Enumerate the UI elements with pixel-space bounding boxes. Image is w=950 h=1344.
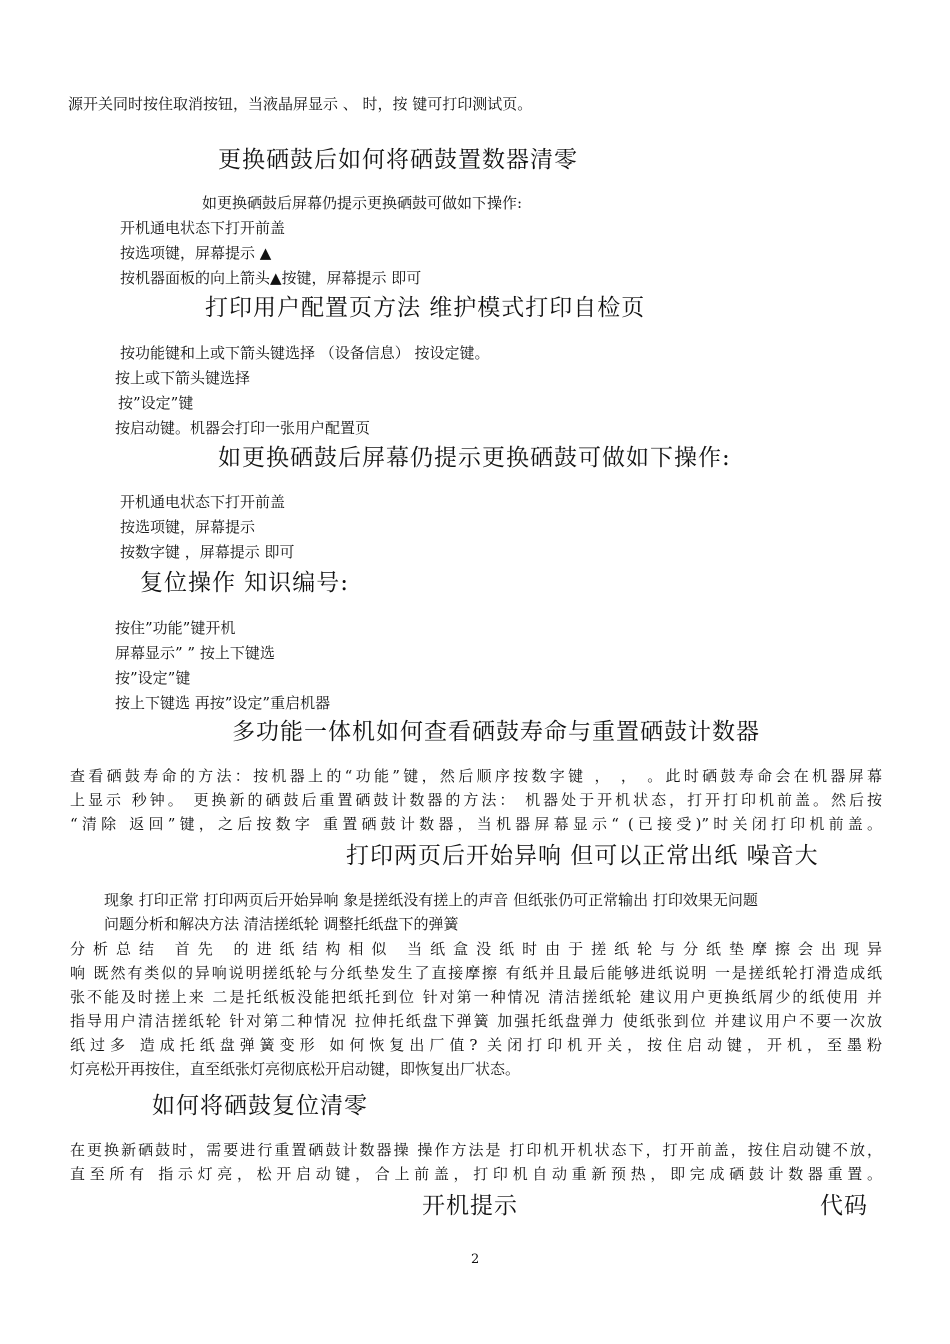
section5-line-2: 上显示 秒钟。 更换新的硒鼓后重置硒鼓计数器的方法： 机器处于开机状态，打开打印机前盖。然后按 [70, 791, 882, 809]
section5-paragraph [70, 764, 882, 836]
section1-step-3: 按机器面板的向上箭头▲按键，屏幕提示 即可 [120, 269, 422, 287]
heading-code: 代码 [820, 1193, 868, 1219]
section6-line-5: 纸过多 造成托纸盘弹簧变形 如何恢复出厂值? 关闭打印机开关，按住启动键，开机，至墨粉 [70, 1036, 882, 1054]
section2-step-3: 按”设定”键 [118, 394, 194, 412]
section1-step-2: 按选项键，屏幕提示 ▲ [120, 244, 272, 262]
section2-step-1: 按功能键和上或下箭头键选择 （设备信息） 按设定键。 [120, 344, 490, 362]
section2-step-2: 按上或下箭头键选择 [115, 369, 251, 387]
section1-intro: 如更换硒鼓后屏幕仍提示更换硒鼓可做如下操作: [202, 194, 523, 212]
section3-step-1: 开机通电状态下打开前盖 [120, 493, 286, 511]
heading-drum-reset-zero: 如何将硒鼓复位清零 [152, 1093, 368, 1119]
page-number: 2 [471, 1252, 480, 1267]
section6-solution: 问题分析和解决方法 清洁搓纸轮 调整托纸盘下的弹簧 [104, 915, 459, 933]
section6-symptom: 现象 打印正常 打印两页后开始异响 象是搓纸没有搓上的声音 但纸张仍可正常输出 打印效果无问题 [104, 891, 758, 909]
top-line: 源开关同时按住取消按钮，当液晶屏显示 、 时，按 键可打印测试页。 [68, 95, 533, 113]
section7-line-2: 直至所有 指示灯亮，松开启动键，合上前盖，打印机自动重新预热，即完成硒鼓计数器重置。 [70, 1165, 882, 1183]
heading-startup-prompt: 开机提示 [422, 1193, 518, 1219]
section3-step-2: 按选项键，屏幕提示 [120, 518, 256, 536]
section4-step-1: 按住”功能”键开机 [115, 619, 236, 637]
heading-reset-drum-counter: 更换硒鼓后如何将硒鼓置数器清零 [218, 147, 578, 173]
section6-line-4: 指导用户清洁搓纸轮 针对第二种情况 拉伸托纸盘下弹簧 加强托纸盘弹力 使纸张到位 并建议用户不要一次放 [70, 1012, 882, 1030]
section5-line-1: 查看硒鼓寿命的方法：按机器上的“功能”键，然后顺序按数字键 ， ， 。此时硒鼓寿命会在机器屏幕 [70, 767, 882, 785]
heading-noise-after-two-pages: 打印两页后开始异响 但可以正常出纸 噪音大 [346, 843, 819, 869]
section6-line-3: 张不能及时搓上来 二是托纸板没能把纸托到位 针对第一种情况 清洁搓纸轮 建议用户更换纸屑少的纸使用 并 [70, 988, 882, 1006]
section6-line-1: 分析总结 首先 的进纸结构相似 当纸盒没纸时由于搓纸轮与分纸垫摩擦会出现异 [70, 940, 882, 958]
heading-print-config-page: 打印用户配置页方法 维护模式打印自检页 [205, 295, 646, 321]
section7-line-1: 在更换新硒鼓时，需要进行重置硒鼓计数器操 操作方法是 打印机开机状态下，打开前盖，按住启动键不放， [70, 1141, 882, 1159]
section4-step-3: 按”设定”键 [115, 669, 191, 687]
section4-step-4: 按上下键选 再按”设定”重启机器 [115, 694, 331, 712]
heading-replace-drum-prompt: 如更换硒鼓后屏幕仍提示更换硒鼓可做如下操作: [218, 445, 731, 471]
section5-line-3: “清除 返回”键，之后按数字 重置硒鼓计数器，当机器屏幕显示“ (已接受)”时关闭打印机前盖。 [70, 815, 882, 833]
section6-line-2: 响 既然有类似的异响说明搓纸轮与分纸垫发生了直接摩擦 有纸并且最后能够进纸说明 一是搓纸轮打滑造成纸 [70, 964, 882, 982]
section3-step-3: 按数字键 ，屏幕提示 即可 [120, 543, 295, 561]
section1-step-1: 开机通电状态下打开前盖 [120, 219, 286, 237]
section6-paragraph [70, 937, 882, 1081]
section7-paragraph [70, 1138, 882, 1186]
heading-reset-operation: 复位操作 知识编号: [140, 570, 350, 596]
section2-step-4: 按启动键。机器会打印一张用户配置页 [115, 419, 371, 437]
heading-drum-life: 多功能一体机如何查看硒鼓寿命与重置硒鼓计数器 [232, 719, 760, 745]
section4-step-2: 屏幕显示” ” 按上下键选 [115, 644, 275, 662]
section6-line-6: 灯亮松开再按住，直至纸张灯亮彻底松开启动键，即恢复出厂状态。 [70, 1060, 521, 1078]
